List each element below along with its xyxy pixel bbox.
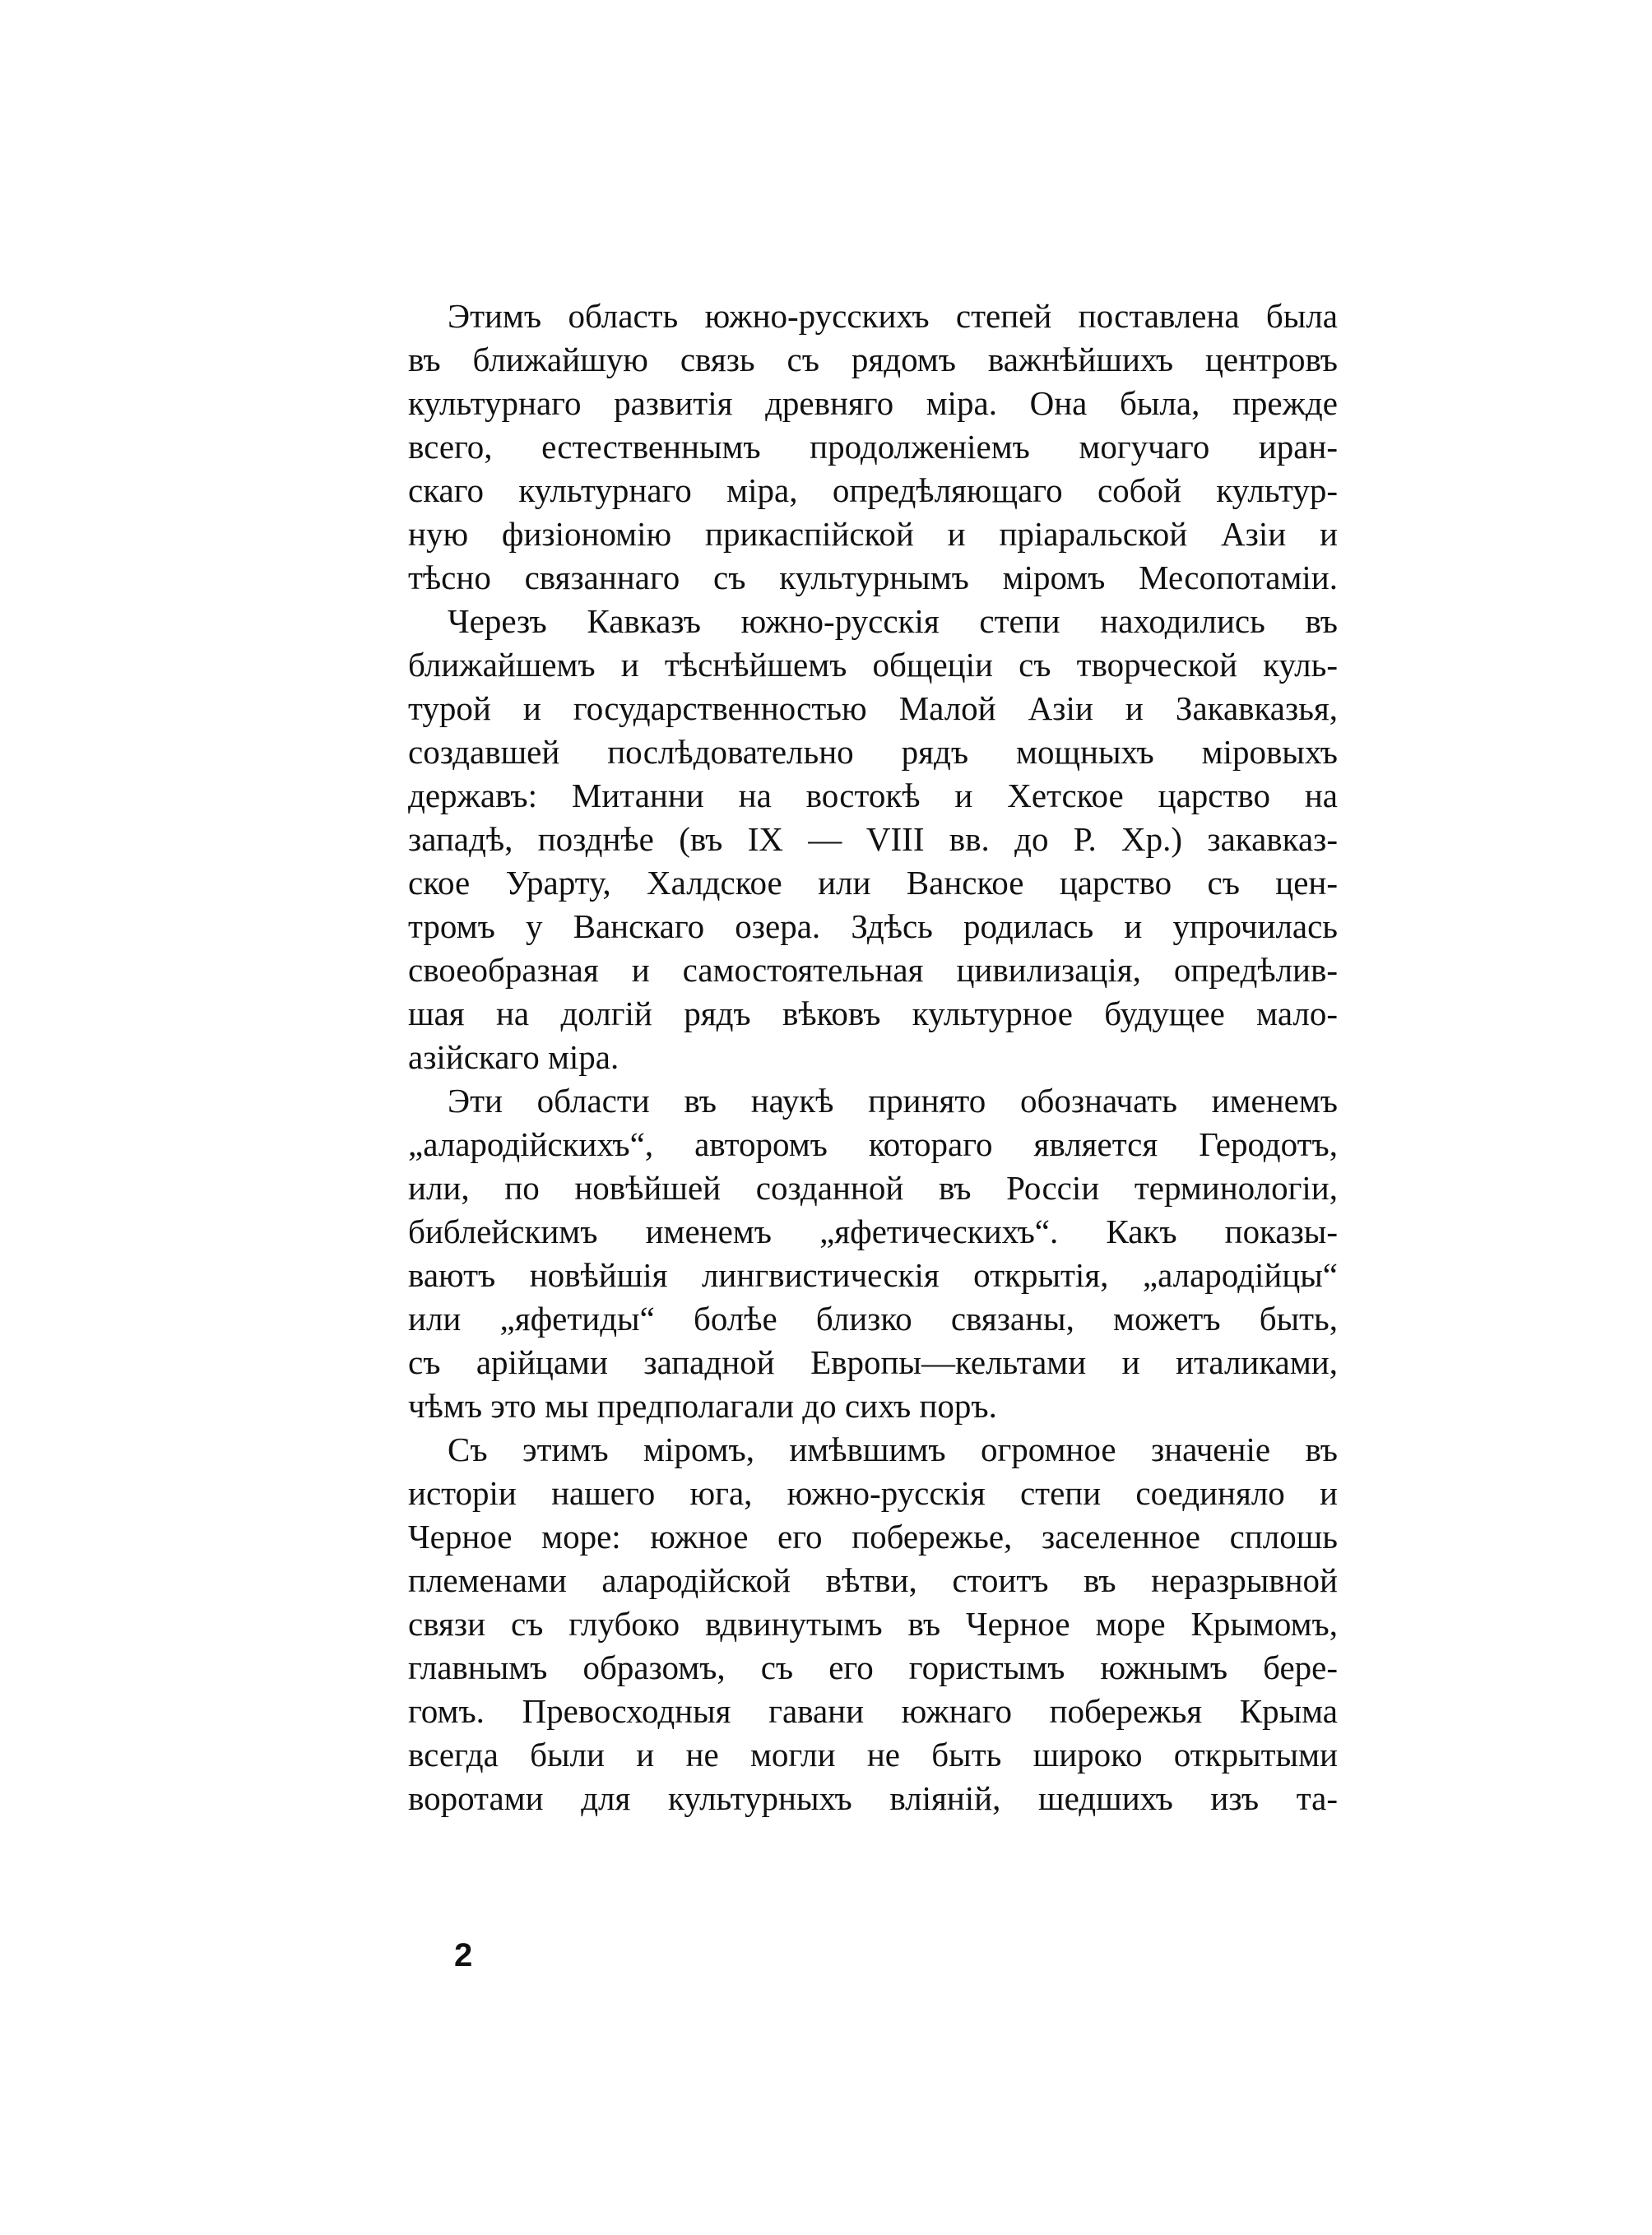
text-line: культурнаго развитія древняго міра. Она была, прежде bbox=[408, 384, 1338, 422]
text-line: Черное море: южное его побережье, заселенное сплошь bbox=[408, 1518, 1338, 1556]
text-line: Черезъ Кавказъ южно-русскія степи находились въ bbox=[448, 602, 1338, 640]
text-line: библейскимъ именемъ „яфетическихъ“. Какъ показы- bbox=[408, 1213, 1338, 1250]
text-line: чѣмъ это мы предполагали до сихъ поръ. bbox=[408, 1387, 997, 1425]
text-line: Съ этимъ міромъ, имѣвшимъ огромное значеніе въ bbox=[448, 1430, 1338, 1468]
text-line: азійскаго міра. bbox=[408, 1038, 620, 1076]
text-line: всегда были и не могли не быть широко открытыми bbox=[408, 1736, 1338, 1774]
text-line: Этимъ область южно-русскихъ степей поставлена была bbox=[448, 297, 1338, 335]
text-line: создавшей послѣдовательно рядъ мощныхъ міровыхъ bbox=[408, 733, 1338, 771]
text-line: гомъ. Превосходныя гавани южнаго побережья Крыма bbox=[408, 1692, 1338, 1730]
text-line: ближайшемъ и тѣснѣйшемъ общеціи съ творческой куль- bbox=[408, 646, 1338, 684]
text-line: главнымъ образомъ, съ его гористымъ южнымъ бере- bbox=[408, 1648, 1338, 1686]
text-line: ское Урарту, Халдское или Ванское царство съ цен- bbox=[408, 864, 1338, 902]
paragraph bbox=[408, 1428, 1338, 1820]
text-line: связи съ глубоко вдвинутымъ въ Черное море Крымомъ, bbox=[408, 1605, 1338, 1643]
text-line: державъ: Митанни на востокѣ и Хетское царство на bbox=[408, 777, 1338, 814]
text-line: или „яфетиды“ болѣе близко связаны, можетъ быть, bbox=[408, 1300, 1338, 1338]
page-number: 2 bbox=[454, 1937, 473, 1973]
text-line: или, по новѣйшей созданной въ Россіи терминологіи, bbox=[408, 1169, 1338, 1207]
text-line: всего, естественнымъ продолженіемъ могучаго иран- bbox=[408, 428, 1338, 466]
text-line: тѣсно связаннаго съ культурнымъ міромъ Месопотаміи. bbox=[408, 559, 1338, 596]
text-line: шая на долгій рядъ вѣковъ культурное будущее мало- bbox=[408, 995, 1338, 1032]
body-text bbox=[408, 294, 1338, 1820]
text-line: въ ближайшую связь съ рядомъ важнѣйшихъ центровъ bbox=[408, 341, 1338, 378]
text-line: ваютъ новѣйшія лингвистическія открытія, „алародійцы“ bbox=[408, 1256, 1338, 1294]
text-line: съ арійцами западной Европы—кельтами и италиками, bbox=[408, 1343, 1338, 1381]
text-line: Эти области въ наукѣ принято обозначать именемъ bbox=[448, 1082, 1338, 1120]
text-line: турой и государственностью Малой Азіи и Закавказья, bbox=[408, 689, 1338, 727]
text-line: исторіи нашего юга, южно-русскія степи соединяло и bbox=[408, 1474, 1338, 1512]
text-line: „алародійскихъ“, авторомъ котораго является Геродотъ, bbox=[408, 1125, 1338, 1163]
text-line: тромъ у Ванскаго озера. Здѣсь родилась и упрочилась bbox=[408, 907, 1338, 945]
paragraph bbox=[408, 294, 1338, 600]
text-line: племенами алародійской вѣтви, стоитъ въ неразрывной bbox=[408, 1561, 1338, 1599]
text-line: скаго культурнаго міра, опредѣляющаго собой культур- bbox=[408, 471, 1338, 509]
paragraph bbox=[408, 600, 1338, 1079]
text-line: воротами для культурныхъ вліяній, шедшихъ изъ та- bbox=[408, 1779, 1338, 1817]
paragraph bbox=[408, 1079, 1338, 1428]
text-line: ную физіономію прикаспійской и пріаральской Азіи и bbox=[408, 515, 1338, 553]
text-line: западѣ, позднѣе (въ IX — VIII вв. до Р. Хр.) закавказ- bbox=[408, 820, 1338, 858]
text-line: своеобразная и самостоятельная цивилизація, опредѣлив- bbox=[408, 951, 1338, 989]
